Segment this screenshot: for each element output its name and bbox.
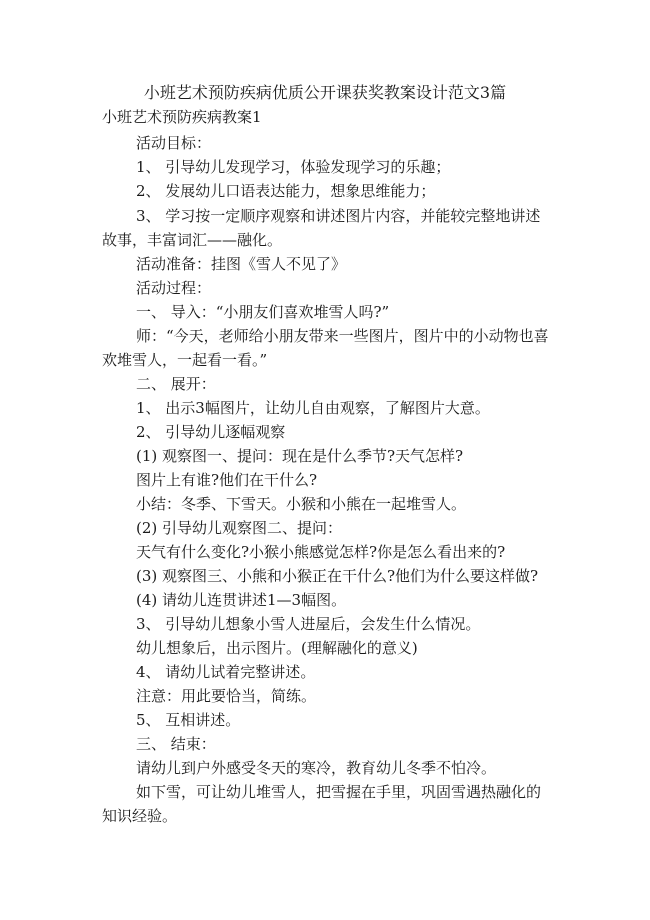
paragraph-line: 欢堆雪人，一起看一看。” — [102, 351, 268, 369]
paragraph-line: 3、 学习按一定顺序观察和讲述图片内容，并能较完整地讲述 — [136, 207, 541, 225]
paragraph-line: 一、 导入：“小朋友们喜欢堆雪人吗?” — [136, 303, 390, 321]
paragraph-line: 如下雪，可让幼儿堆雪人，把雪握在手里，巩固雪遇热融化的 — [136, 783, 542, 801]
paragraph-line: (2) 引导幼儿观察图二、提问： — [136, 519, 343, 537]
paragraph-line: (1) 观察图一、提问：现在是什么季节?天气怎样? — [136, 447, 464, 465]
paragraph-line: 3、 引导幼儿想象小雪人进屋后，会发生什么情况。 — [136, 615, 481, 633]
paragraph-line: (3) 观察图三、小熊和小猴正在干什么?他们为什么要这样做? — [136, 567, 539, 585]
paragraph-line: 二、 展开： — [136, 375, 216, 393]
paragraph-line: 故事，丰富词汇——融化。 — [102, 231, 283, 249]
paragraph-line: 活动目标： — [136, 134, 212, 152]
paragraph-line: (4) 请幼儿连贯讲述1—3幅图。 — [136, 591, 347, 609]
paragraph-line: 图片上有谁?他们在干什么? — [136, 471, 318, 489]
paragraph-line: 2、 发展幼儿口语表达能力，想象思维能力； — [136, 182, 436, 200]
document-title: 小班艺术预防疾病优质公开课获奖教案设计范文3篇 — [143, 83, 507, 102]
paragraph-line: 幼儿想象后，出示图片。(理解融化的意义) — [136, 639, 418, 657]
paragraph-line: 5、 互相讲述。 — [136, 711, 241, 729]
paragraph-line: 天气有什么变化?小猴小熊感觉怎样?你是怎么看出来的? — [136, 543, 506, 561]
paragraph-line: 4、 请幼儿试着完整讲述。 — [136, 663, 316, 681]
paragraph-line: 2、 引导幼儿逐幅观察 — [136, 423, 286, 441]
paragraph-line: 注意：用此要恰当，简练。 — [136, 687, 317, 705]
paragraph-line: 活动过程： — [136, 279, 212, 297]
paragraph-line: 1、 引导幼儿发现学习，体验发现学习的乐趣； — [136, 158, 451, 176]
paragraph-line: 知识经验。 — [102, 807, 178, 825]
paragraph-line: 师：“今天，老师给小朋友带来一些图片，图片中的小动物也喜 — [136, 327, 549, 345]
paragraph-line: 三、 结束： — [136, 735, 216, 753]
section-heading: 小班艺术预防疾病教案1 — [102, 108, 262, 126]
paragraph-line: 1、 出示3幅图片，让幼儿自由观察，了解图片大意。 — [136, 399, 490, 417]
paragraph-line: 活动准备：挂图《雪人不见了》 — [136, 255, 347, 273]
paragraph-line: 请幼儿到户外感受冬天的寒冷，教育幼儿冬季不怕冷。 — [136, 759, 497, 777]
paragraph-line: 小结：冬季、下雪天。小猴和小熊在一起堆雪人。 — [136, 495, 467, 513]
